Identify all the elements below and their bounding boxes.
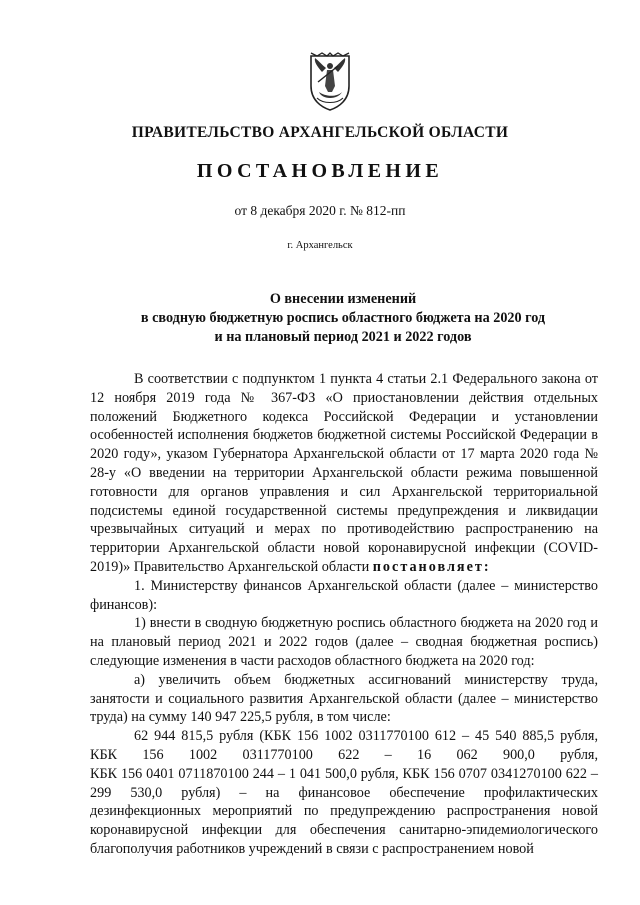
document-body xyxy=(90,370,598,859)
budget-line-3: КБК 156 0401 0711870100 244 – 1 041 500,0 рубля, КБК 156 0707 0341270100 622 – xyxy=(90,765,598,782)
document-type: ПОСТАНОВЛЕНИЕ xyxy=(196,160,444,182)
budget-line-2: КБК 156 1002 0311770100 622 – 16 062 900,0 рубля, xyxy=(90,746,598,763)
paragraph-preamble xyxy=(90,370,598,577)
paragraph-budget-codes xyxy=(90,727,598,859)
budget-line-1: 62 944 815,5 рубля (КБК 156 1002 0311770100 612 – 45 540 885,5 рубля, xyxy=(134,728,598,745)
government-name: ПРАВИТЕЛЬСТВО АРХАНГЕЛЬСКОЙ ОБЛАСТИ xyxy=(131,124,509,141)
title-line-1: О внесении изменений xyxy=(269,291,417,307)
title-line-3: и на плановый период 2021 и 2022 годов xyxy=(214,329,472,345)
budget-purpose-text: 299 530,0 рубля) – на финансовое обеспечение профилактических дезинфекционных мероприятий по предупреждению распространения новой коронавирусной инфекции для обеспечения санитарно-эпидемиологического благополучия работников учреждений в связи с распространением новой xyxy=(90,784,598,857)
coat-of-arms-emblem xyxy=(308,52,352,112)
title-line-2: в сводную бюджетную роспись областного бюджета на 2020 год xyxy=(140,310,546,326)
paragraph-item-1: 1. Министерству финансов Архангельской области (далее – министерство финансов): xyxy=(90,577,598,613)
paragraph-subitem-1: 1) внести в сводную бюджетную роспись областного бюджета на 2020 год и на плановый период 2021 и 2022 годов (далее – сводная бюджетная роспись) следующие изменения в части расходов областного бюджета на 2020 год: xyxy=(90,615,598,669)
preamble-text: В соответствии с подпунктом 1 пункта 4 статьи 2.1 Федерального закона от 12 ноября 2019 года № 367-ФЗ «О приостановлении действия отдельных положений Бюджетного кодекса Российской Федерации и установлении особенностей исполнения бюджетов бюджетной системы Российской Федерации в 2020 году», указом Губернатора Архангельской области от 17 марта 2020 года № 28-у «О введении на территории Архангельской области режима повышенной готовности для органов управления и сил Архангельской территориальной подсистемы единой государственной системы предупреждения и ликвидации чрезвычайных ситуаций и мерах по противодействию распространению на территории Архангельской области новой коронавирусной инфекции (COVID-2019)» Правительство Архангельской области xyxy=(90,371,598,575)
document-date-number: от 8 декабря 2020 г. № 812-пп xyxy=(234,203,406,218)
paragraph-subitem-a: а) увеличить объем бюджетных ассигнований министерству труда, занятости и социального развития Архангельской области (далее – министерство труда) на сумму 140 947 225,5 рубля, в том числе: xyxy=(90,671,598,726)
document-city: г. Архангельск xyxy=(287,240,353,251)
document-title xyxy=(0,290,640,347)
decree-word: постановляет: xyxy=(372,558,491,575)
